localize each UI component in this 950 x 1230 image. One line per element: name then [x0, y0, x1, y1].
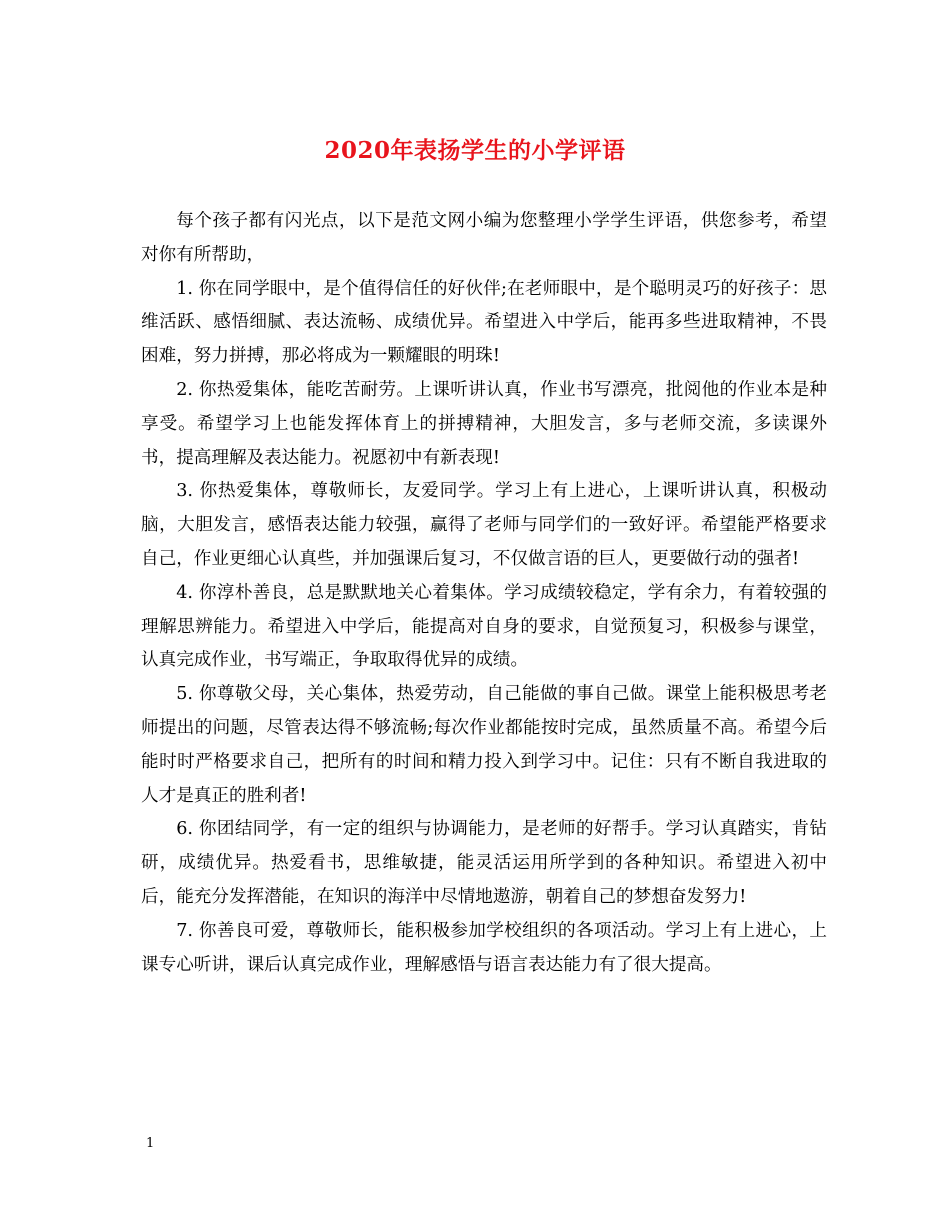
comment-item-5: 5. 你尊敬父母，关心集体，热爱劳动，自己能做的事自己做。课堂上能积极思考老师提出的问题，尽管表达得不够流畅;每次作业都能按时完成，虽然质量不高。希望今后能时时严格要求自己，把所有的时间和精力投入到学习中。记住：只有不断自我进取的人才是真正的胜利者! [141, 684, 827, 806]
comment-item-4: 4. 你淳朴善良，总是默默地关心着集体。学习成绩较稳定，学有余力，有着较强的理解思辨能力。希望进入中学后，能提高对自身的要求，自觉预复习，积极参与课堂，认真完成作业，书写端正，争取取得优异的成绩。 [141, 582, 827, 671]
comment-item-1: 1. 你在同学眼中，是个值得信任的好伙伴;在老师眼中，是个聪明灵巧的好孩子：思维活跃、感悟细腻、表达流畅、成绩优异。希望进入中学后，能再多些进取精神，不畏困难，努力拼搏，那必将成为一颗耀眼的明珠! [141, 278, 827, 367]
intro-paragraph: 每个孩子都有闪光点，以下是范文网小编为您整理小学学生评语，供您参考，希望对你有所帮助， [141, 211, 827, 265]
comment-item-2: 2. 你热爱集体，能吃苦耐劳。上课听讲认真，作业书写漂亮，批阅他的作业本是种享受。希望学习上也能发挥体育上的拼搏精神，大胆发言，多与老师交流，多读课外书，提高理解及表达能力。祝愿初中有新表现! [141, 379, 827, 468]
document-title: 2020年表扬学生的小学评语 [324, 137, 626, 164]
page-number: 1 [146, 1136, 155, 1151]
comment-item-7: 7. 你善良可爱，尊敬师长，能积极参加学校组织的各项活动。学习上有上进心，上课专心听讲，课后认真完成作业，理解感悟与语言表达能力有了很大提高。 [141, 920, 827, 975]
comment-item-6: 6. 你团结同学，有一定的组织与协调能力，是老师的好帮手。学习认真踏实，肯钻研，成绩优异。热爱看书，思维敏捷，能灵活运用所学到的各种知识。希望进入初中后，能充分发挥潜能，在知识的海洋中尽情地遨游，朝着自己的梦想奋发努力! [141, 819, 827, 907]
document-body [141, 205, 827, 982]
comment-item-3: 3. 你热爱集体，尊敬师长，友爱同学。学习上有上进心，上课听讲认真，积极动脑，大胆发言，感悟表达能力较强，赢得了老师与同学们的一致好评。希望能严格要求自己，作业更细心认真些，并加强课后复习，不仅做言语的巨人，更要做行动的强者! [141, 481, 827, 569]
